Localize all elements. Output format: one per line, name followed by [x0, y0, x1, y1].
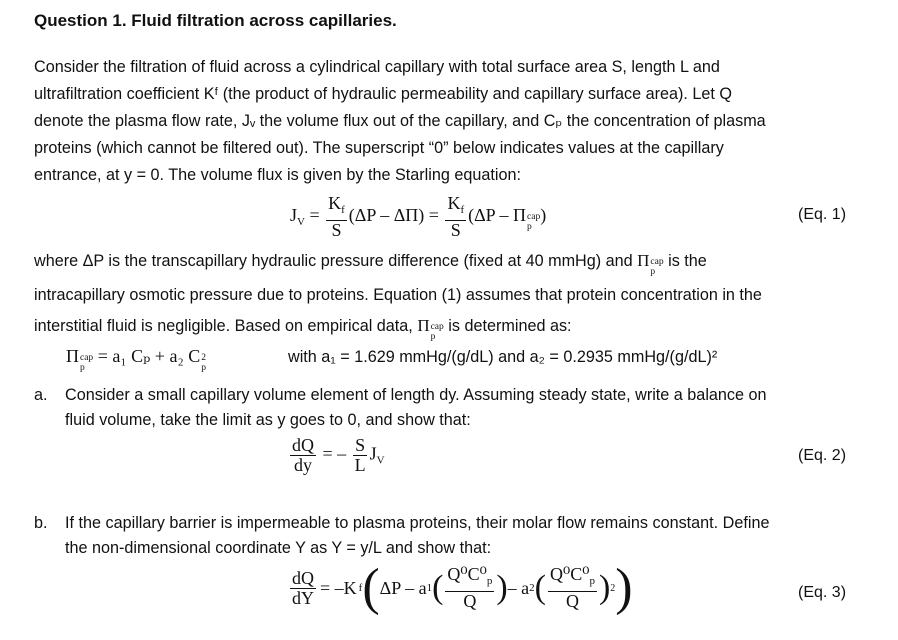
intro-line-3: denote the plasma flow rate, Jᵥ the volume flux out of the capillary, and Cₚ the concentration of plasma: [34, 112, 766, 130]
empirical-constants: with a₁ = 1.629 mmHg/(g/dL) and a₂ = 0.2935 mmHg/(g/dL)²: [288, 348, 718, 366]
question-title: Question 1. Fluid filtration across capillaries.: [34, 11, 397, 30]
intro-line-1: Consider the filtration of fluid across a cylindrical capillary with total surface area S, length L and: [34, 58, 720, 76]
part-a-line-1: Consider a small capillary volume element of length dy. Assuming steady state, write a balance on: [65, 386, 767, 404]
intro-line-4: proteins (which cannot be filtered out). The superscript “0” below indicates values at the capillary: [34, 139, 724, 157]
equation-1-label: (Eq. 1): [798, 206, 847, 223]
after-eq1-line-1: where ΔP is the transcapillary hydraulic pressure difference (fixed at 40 mmHg) and Π cap p is the: [34, 251, 707, 277]
part-a-marker: a.: [34, 386, 48, 404]
after-eq1-line-2: intracapillary osmotic pressure due to proteins. Equation (1) assumes that protein concentration in the: [34, 286, 762, 304]
part-b-line-1: If the capillary barrier is impermeable to plasma proteins, their molar flow remains constant. Define: [65, 514, 770, 532]
equation-2-label: (Eq. 2): [798, 447, 847, 464]
part-b-marker: b.: [34, 514, 48, 532]
intro-line-5: entrance, at y = 0. The volume flux is given by the Starling equation:: [34, 166, 521, 184]
after-eq1-line-3: interstitial fluid is negligible. Based on empirical data, Π cap p is determined as:: [34, 316, 572, 342]
part-b-line-2: the non-dimensional coordinate Y as Y = y/L and show that:: [65, 539, 492, 557]
equation-2: $\frac{dQ}{dy}$ = – $\frac{S}{L}$ $J_V$: [292, 435, 385, 475]
equation-3-label: (Eq. 3): [798, 584, 847, 601]
empirical-equation: Π cap p = a₁ Cₚ + a₂ C 2 p: [66, 346, 206, 373]
equation-1: $J_V$ = $\frac{K_f}{S}$ (ΔP – ΔΠ) = $\frac{K_f}{S}$ (ΔP – Π cap p ): [290, 193, 547, 240]
intro-line-2: ultrafiltration coefficient Kᶠ (the product of hydraulic permeability and capillary surface area). Let Q: [34, 85, 733, 103]
part-a-line-2: fluid volume, take the limit as y goes to 0, and show that:: [65, 411, 471, 429]
equation-3: $\frac{dQ}{dY}$ = –K f ( ΔP – a 1 ( $\frac{Q^0C^0_p}{Q}$ ) – a 2 ( $\frac{Q^0C^0_p}{Q}$ ) 2 ): [292, 559, 633, 616]
